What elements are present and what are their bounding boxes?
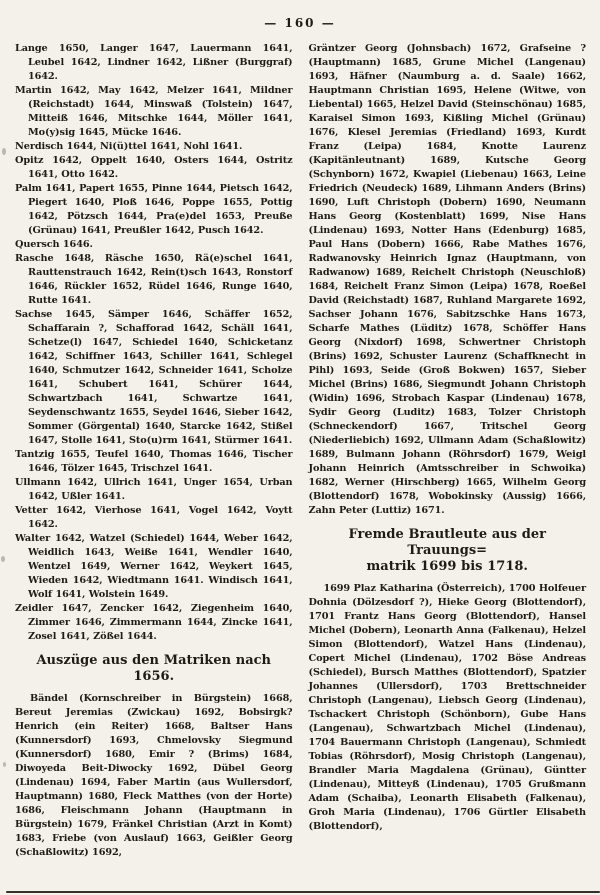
matriken-paragraph: Bändel (Kornschreiber in Bürgstein) 1668, Bereut Jeremias (Zwickau) 1692, Bobsirgk? Henrich (ein Reiter) 1668, Baltser Hans (Kunnersdorf) 1693, Chmelovsky Siegmund (Kunnersdorf) 1680, Emir ? (Brims) 1684, Diwoyeda Beit-Diwocky 1692, Dübel Georg (Lindenau) 1694, Faber Martin (aus Wullersdorf, Hauptmann) 1680, Fleck Matthes (von der Horte) 1686, Fleischmann Johann (Hauptmann in Bürgstein) 1679, Fränkel Christian (Arzt in Komt) 1683, Friebe (von Auslauf) 1663, Geißler Georg (Schaßlowitz) 1692,	[15, 693, 293, 858]
surname-entry-z: Zeidler 1647, Zencker 1642, Ziegenheim 1640, Zimmer 1646, Zimmermann 1644, Zincke 1641, Zosel 1641, Zößel 1644.	[15, 603, 293, 642]
surname-entry-p: Palm 1641, Papert 1655, Pinne 1644, Pietsch 1642, Piegert 1640, Ploß 1646, Poppe 1655, Pottig 1642, Pötzsch 1644, Pra(e)del 1653, Preuße (Grünau) 1641, Preußler 1642, Pusch 1642.	[15, 183, 293, 236]
surname-entry-r: Rasche 1648, Räsche 1650, Rä(e)schel 1641, Rauttenstrauch 1642, Rein(t)sch 1643, Ronstorf 1646, Rückler 1652, Rüdel 1646, Runge 1640, Rutte 1641.	[15, 253, 293, 306]
page-number: — 160 —	[264, 16, 336, 30]
heading-line-2: matrik 1699 bis 1718.	[366, 559, 528, 574]
surname-entry-w: Walter 1642, Watzel (Schiedel) 1644, Weber 1642, Weidlich 1643, Weiße 1641, Wendler 1640, Wentzel 1649, Werner 1642, Weykert 1645, Wieden 1642, Wiedtmann 1641. Windisch 1641, Wolf 1641, Wolstein 1649.	[15, 533, 293, 600]
right-column	[309, 42, 587, 860]
surname-entry-v: Vetter 1642, Vierhose 1641, Vogel 1642, Voytt 1642.	[15, 505, 293, 530]
section-heading-matriken: Auszüge aus den Matriken nach 1656.	[36, 653, 272, 684]
section-heading-brautleute	[309, 527, 587, 575]
heading-line-1: Fremde Brautleute aus der Trauungs=	[348, 527, 546, 558]
surname-entry-l: Lange 1650, Langer 1647, Lauermann 1641, Leubel 1642, Lindner 1642, Lißner (Burggraf) 1642.	[15, 43, 293, 82]
surname-entry-t: Tantzig 1655, Teufel 1640, Thomas 1646, Tischer 1646, Tölzer 1645, Trischzel 1641.	[15, 449, 293, 474]
left-column	[15, 42, 293, 860]
surname-entry-m: Martin 1642, May 1642, Melzer 1641, Mildner (Reichstadt) 1644, Minswaß (Tolstein) 1647, Mitteiß 1646, Mitschke 1644, Möller 1641, Mo(y)sig 1645, Mücke 1646.	[15, 85, 293, 138]
surname-entry-n: Nerdisch 1644, Ni(ü)ttel 1641, Nohl 1641.	[15, 141, 243, 152]
scan-speck	[1, 556, 5, 562]
surname-entry-u: Ullmann 1642, Ullrich 1641, Unger 1654, Urban 1642, Ußler 1641.	[15, 477, 293, 502]
scan-speck	[3, 762, 6, 767]
brautleute-paragraph: 1699 Plaz Katharina (Österreich), 1700 Holfeuer Dohnia (Dölzesdorf ?), Hieke Georg (Blottendorf), 1701 Frantz Hans Georg (Blottendorf), Hansel Michel (Dobern), Leonarth Anna (Falkenau), Helzel Simon (Blottendorf), Watzel Hans (Lindenau), Copert Michel (Lindenau), 1702 Böse Andreas (Schiedel), Bursch Matthes (Blottendorf), Spatzier Johannes (Ullersdorf), 1703 Brettschneider Christoph (Langenau), Liebsch Georg (Lindenau), Tschackert Christoph (Schönborn), Gube Hans (Langenau), Schwartzbach Michel (Lindenau), 1704 Bauermann Christoph (Langenau), Schmiedt Tobias (Röhrsdorf), Mosig Christoph (Langenau), Brandler Maria Magdalena (Grünau), Güntter (Lindenau), Mitteyß (Lindenau), 1705 Grußmann Adam (Schaiba), Leonarth Elisabeth (Falkenau), Groh Maria (Lindenau), 1706 Gürtler Elisabeth (Blottendorf),	[308, 583, 586, 832]
scan-speck	[2, 148, 6, 155]
two-column-text	[0, 30, 600, 860]
scan-bottom-edge	[6, 891, 600, 893]
matriken-paragraph-continued: Gräntzer Georg (Johnsbach) 1672, Grafseine ? (Hauptmann) 1685, Grune Michel (Langenau) 1693, Häfner (Naumburg a. d. Saale) 1662, Hauptmann Christian 1695, Helene (Witwe, von Liebental) 1665, Helzel David (Steinschönau) 1685, Karaisel Simon 1693, Kißling Michel (Grünau) 1676, Klesel Jeremias (Friedland) 1693, Kurdt Franz (Leipa) 1684, Knotte Laurenz (Kapitänleutnant) 1689, Kutsche Georg (Schynborn) 1672, Kwapiel (Liebenau) 1663, Leine Friedrich (Neudeck) 1689, Lihmann Anders (Brins) 1690, Luft Christoph (Dobern) 1690, Neumann Hans Georg (Kostenblatt) 1699, Nise Hans (Lindenau) 1693, Notter Hans (Edenburg) 1685, Paul Hans (Dobern) 1666, Rabe Mathes 1676, Radwanovsky Heinrich Ignaz (Hauptmann, von Radwanow) 1689, Reichelt Christoph (Neuschloß) 1684, Reichelt Franz Simon (Leipa) 1678, Roeßel David (Reichstadt) 1687, Ruhland Margarete 1692, Sachser Johann 1676, Sabitzschke Hans 1673, Scharfe Mathes (Lüditz) 1678, Schöffer Hans Georg (Nixdorf) 1698, Schwertner Christoph (Brins) 1692, Schuster Laurenz (Schaffknecht in Pihl) 1693, Seide (Groß Bokwen) 1657, Sieber Michel (Brins) 1686, Siegmundt Johann Christoph (Widin) 1696, Strobach Kaspar (Lindenau) 1678, Sydir Georg (Luditz) 1683, Tolzer Christoph (Schneckendorf) 1667, Tritschel Georg (Niederliebich) 1692, Ullmann Adam (Schaßlowitz) 1689, Bulmann Johann (Röhrsdorf) 1679, Weigl Johann Heinrich (Amtsschreiber in Schwoika) 1682, Werner (Hirschberg) 1665, Wilhelm Georg (Blottendorf) 1678, Wobokinsky (Aussig) 1666, Zahn Peter (Luttiz) 1671.	[308, 43, 586, 516]
surname-entry-s: Sachse 1645, Sämper 1646, Schäffer 1652, Schaffarain ?, Schafforad 1642, Schäll 1641, Schetze(l) 1647, Schiedel 1640, Schicketanz 1642, Schiffner 1643, Schiller 1641, Schlegel 1640, Schmutzer 1642, Schneider 1641, Scholze 1641, Schubert 1641, Schürer 1644, Schwartzbach 1641, Schwartze 1641, Seydenschwantz 1655, Seydel 1646, Sieber 1642, Sommer (Görgental) 1640, Starcke 1642, Stißel 1647, Stolle 1641, Sto(u)rm 1641, Stürmer 1641.	[15, 309, 293, 446]
surname-entry-q: Quersch 1646.	[15, 239, 93, 250]
surname-entry-o: Opitz 1642, Oppelt 1640, Osters 1644, Ostritz 1641, Otto 1642.	[15, 155, 293, 180]
